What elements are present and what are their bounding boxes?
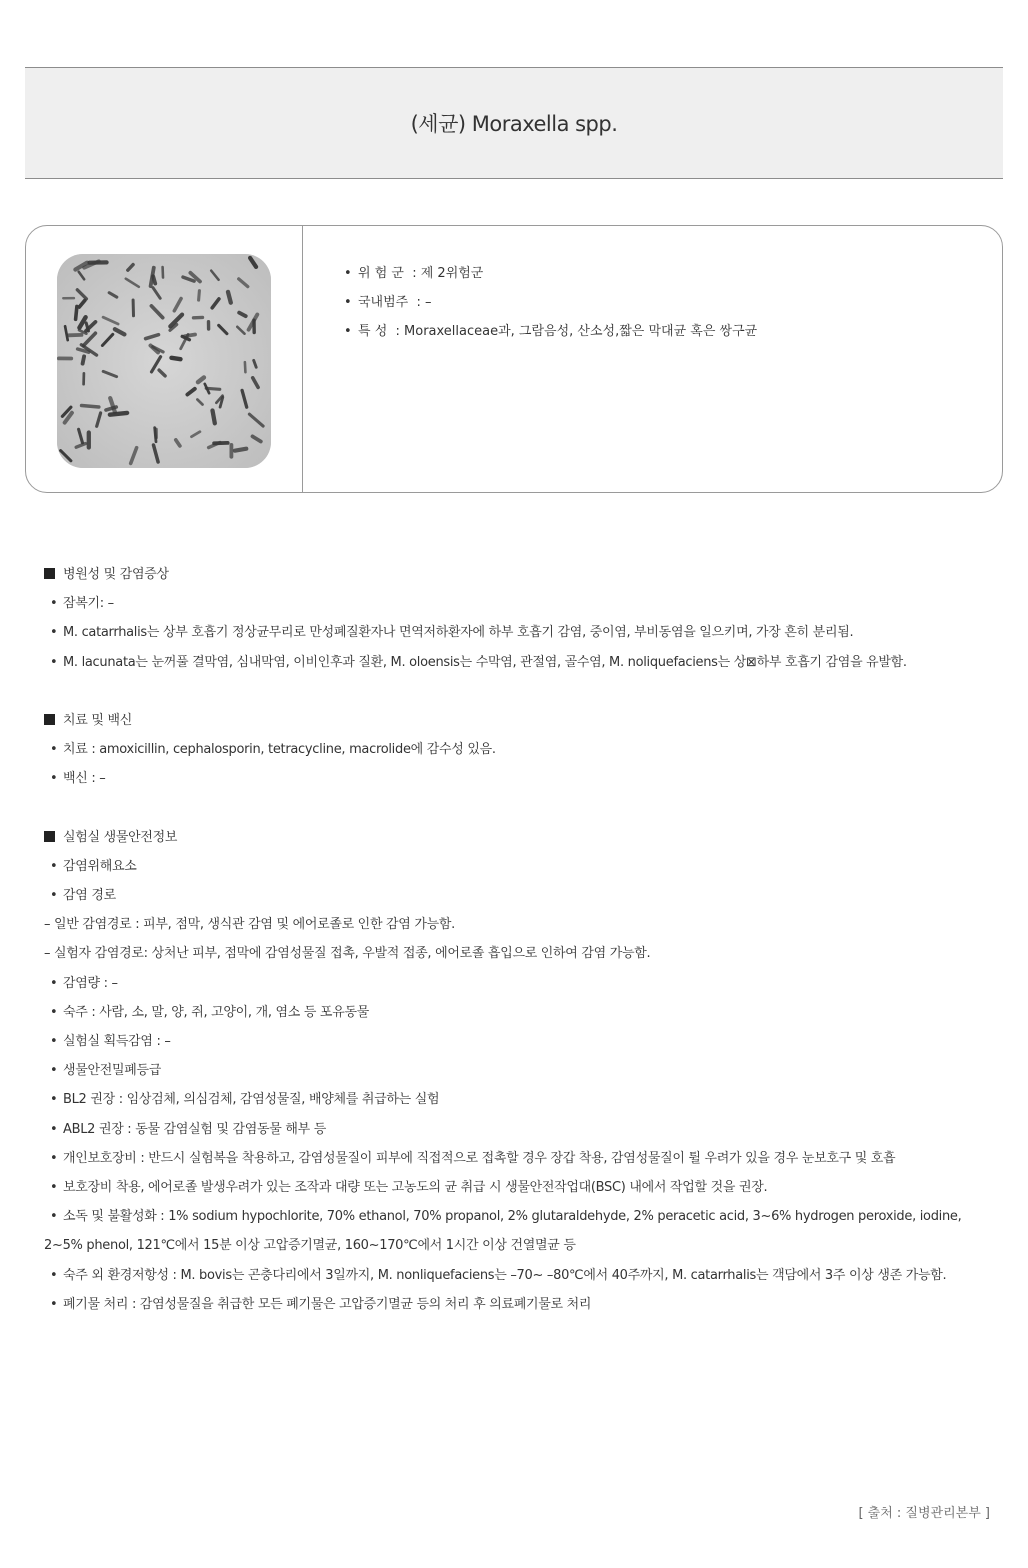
bacterium-rod bbox=[110, 413, 127, 415]
square-bullet-icon bbox=[44, 568, 55, 579]
micrograph-svg bbox=[57, 254, 271, 468]
list-item: • M. catarrhalis는 상부 호흡기 정상균무리로 만성폐질환자나 면역저하환자에 하부 호흡기 감염, 중이염, 부비동염을 일으키며, 가장 흔히 분리됨. bbox=[50, 625, 854, 641]
bacterium-rod bbox=[76, 306, 77, 319]
image-cell bbox=[26, 226, 303, 492]
list-item: • ABL2 권장 : 동물 감염실험 및 감염동물 해부 등 bbox=[50, 1121, 326, 1137]
list-item: • BL2 권장 : 임상검체, 의심검체, 감염성물질, 배양체를 취급하는 실험 bbox=[50, 1092, 440, 1108]
summary-item-risk-group: • 위 험 군 : 제 2위험군 bbox=[344, 266, 484, 281]
summary-box bbox=[25, 225, 1003, 493]
square-bullet-icon bbox=[44, 714, 55, 725]
list-item: • 감염량 : – bbox=[50, 975, 118, 991]
section-heading-treatment: 치료 및 백신 bbox=[44, 706, 1004, 735]
source-citation: [ 출처 : 질병관리본부 ] bbox=[858, 1506, 990, 1521]
square-bullet-icon bbox=[44, 831, 55, 842]
micrograph-image bbox=[57, 254, 271, 468]
bacterium-rod bbox=[172, 358, 181, 359]
bacterium-rod bbox=[185, 335, 196, 337]
list-item: – 일반 감염경로 : 피부, 점막, 생식관 감염 및 에어로졸로 인한 감염 가능함. bbox=[44, 917, 455, 933]
bacterium-rod bbox=[245, 362, 246, 372]
page-title: (세균) Moraxella spp. bbox=[410, 112, 618, 136]
section-heading-pathogenicity: 병원성 및 감염증상 bbox=[44, 560, 1004, 589]
list-item: • 보호장비 착용, 에어로졸 발생우려가 있는 조작과 대량 또는 고농도의 균 취급 시 생물안전작업대(BSC) 내에서 작업할 것을 권장. bbox=[50, 1179, 768, 1195]
list-item: • 백신 : – bbox=[50, 771, 106, 787]
list-item: • 잠복기: – bbox=[50, 596, 114, 612]
list-item: • 치료 : amoxicillin, cephalosporin, tetracycline, macrolide에 감수성 있음. bbox=[50, 742, 496, 758]
list-item: • 개인보호장비 : 반드시 실험복을 착용하고, 감염성물질이 피부에 직접적으로 접촉할 경우 장갑 착용, 감염성물질이 튈 우려가 있을 경우 눈보호구 및 호흡 bbox=[50, 1150, 896, 1166]
title-band bbox=[25, 67, 1003, 179]
list-item: – 실험자 감염경로: 상처난 피부, 점막에 감염성물질 접촉, 우발적 접종, 에어로졸 흡입으로 인하여 감염 가능함. bbox=[44, 946, 651, 962]
list-item: • 숙주 : 사람, 소, 말, 양, 쥐, 고양이, 개, 염소 등 포유동물 bbox=[50, 1004, 369, 1020]
list-item: • 소독 및 불활성화 : 1% sodium hypochlorite, 70% ethanol, 70% propanol, 2% glutaraldehyde, 2% peracetic acid, 3~6% hydrogen peroxide, iodine, bbox=[50, 1209, 962, 1225]
spacer bbox=[44, 794, 1004, 823]
list-item: • 실험실 획득감염 : – bbox=[50, 1034, 171, 1049]
list-item: • 감염 경로 bbox=[50, 888, 116, 904]
list-item: • 숙주 외 환경저항성 : M. bovis는 곤충다리에서 3일까지, M. nonliquefaciens는 –70~ –80℃에서 40주까지, M. catarrhalis는 객담에서 3주 이상 생존 가능함. bbox=[50, 1267, 947, 1283]
summary-list bbox=[344, 266, 757, 353]
spacer bbox=[44, 677, 1004, 706]
bacterium-rod bbox=[83, 356, 85, 363]
list-item: 2~5% phenol, 121℃에서 15분 이상 고압증기멸균, 160~170℃에서 1시간 이상 건열멸균 등 bbox=[44, 1238, 576, 1254]
body-text bbox=[44, 560, 1004, 1319]
bacterium-rod bbox=[228, 292, 231, 303]
summary-item-category: • 국내범주 : – bbox=[344, 295, 432, 310]
bacterium-rod bbox=[213, 411, 215, 424]
list-item: • 감염위해요소 bbox=[50, 858, 137, 874]
bacterium-rod bbox=[82, 406, 99, 408]
bacterium-rod bbox=[199, 291, 200, 300]
bacterium-rod bbox=[235, 449, 246, 451]
summary-item-characteristics: • 특 성 : Moraxellaceae과, 그람음성, 산소성,짧은 막대균 혹은 쌍구균 bbox=[344, 324, 758, 339]
list-item: • 폐기물 처리 : 감염성물질을 취급한 모든 폐기물은 고압증기멸균 등의 처리 후 의료폐기물로 처리 bbox=[50, 1296, 592, 1312]
section-heading-biosafety: 실험실 생물안전정보 bbox=[44, 823, 1004, 852]
list-item: • 생물안전밀폐등급 bbox=[50, 1063, 162, 1079]
list-item: • M. lacunata는 눈꺼풀 결막염, 심내막염, 이비인후과 질환, M. oloensis는 수막염, 관절염, 골수염, M. noliquefaciens는 상⊠하부 호흡기 감염을 유발함. bbox=[50, 654, 907, 670]
